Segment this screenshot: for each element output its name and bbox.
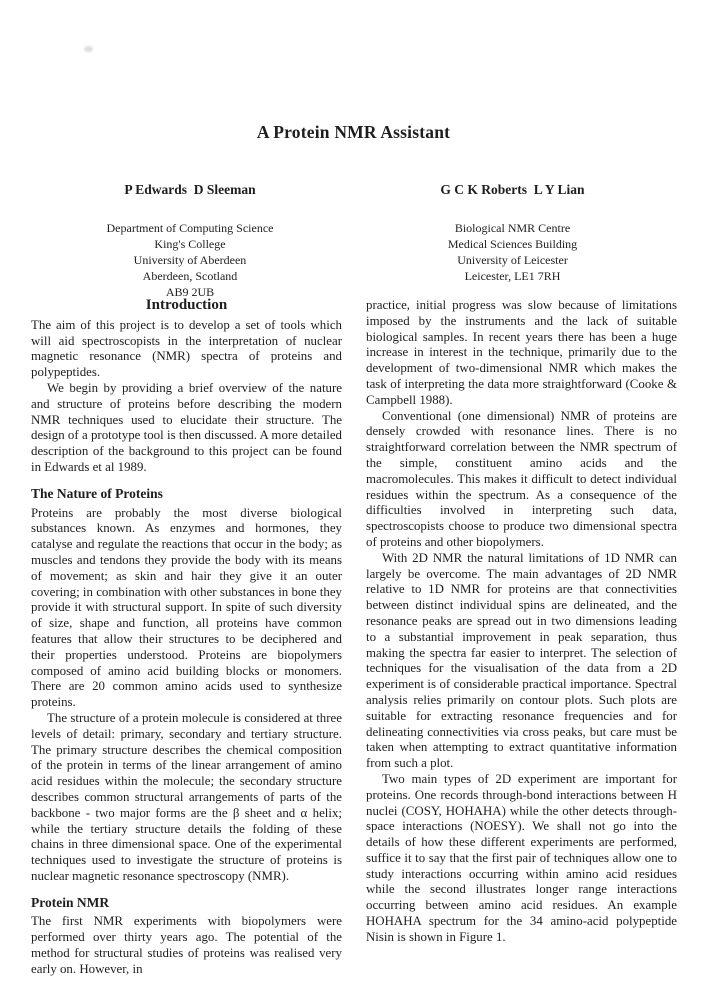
section-heading-protein-nmr: Protein NMR: [31, 894, 110, 910]
author-block-right: [370, 182, 655, 284]
affiliation-line: Biological NMR Centre: [454, 221, 571, 235]
right-paragraph-4: Two main types of 2D experiment are important for proteins. One records through-bond interactions between H nuclei (COSY, HOHAHA) while the other detects through-space interactions (NOESY). We shall not go into the details of how these different experiments are performed, suffice it to say that the first pair of techniques allow one to study interactions occurring within amino acid residues while the second illustrates longer range interactions occurring between amino acid residues. An example HOHAHA spectrum for the 34 amino-acid polypeptide Nisin is shown in Figure 1.: [366, 771, 677, 944]
author-names-left: P Edwards D Sleeman: [124, 182, 256, 197]
right-column: [366, 298, 677, 946]
scan-artifact: [84, 46, 93, 52]
affiliation-line: Medical Sciences Building: [447, 237, 578, 251]
affiliation-line: Department of Computing Science: [106, 221, 274, 235]
author-names-right: G C K Roberts L Y Lian: [440, 182, 585, 197]
affiliation-line: Leicester, LE1 7RH: [464, 269, 561, 283]
nature-paragraph-2: The structure of a protein molecule is considered at three levels of detail: primary, secondary and tertiary structure. The primary structure describes the chemical composition of the protein in terms of the linear arrangement of amino acid residues within the molecule; the secondary structure describes common structural arrangements of parts of the backbone - two major forms are the β sheet and α helix; while the tertiary structure details the folding of these chains in three dimensional space. One of the experimental techniques used to investigate the structure of proteins is nuclear magnetic resonance spectroscopy (NMR).: [31, 710, 342, 883]
affiliation-line: University of Leicester: [457, 253, 568, 267]
affiliation-line: University of Aberdeen: [133, 253, 247, 267]
right-paragraph-3: With 2D NMR the natural limitations of 1D NMR can largely be overcome. The main advantages of 2D NMR relative to 1D NMR for proteins are that connectivities between distinct individual spins are delineated, and the resonance peaks are spread out in two dimensions leading to a substantial improvement in peak separation, thus making the spectra far easier to interpret. The selection of techniques for the visualisation of the data from a 2D experiment is of considerable practical importance. Spectral analysis relies primarily on contour plots. Such plots are suitable for extracting resonance frequencies and for delineating connectivities via cross peaks, but care must be taken when attempting to extract quantitative information from such a plot.: [366, 550, 677, 771]
nature-paragraph-1: Proteins are probably the most diverse biological substances known. As enzymes and hormones, they catalyse and regulate the reactions that occur in the body; as muscles and tendons they provide the body with its means of movement; as skin and hair they give it an outer covering; in combination with other substances in bone they provide it with structural support. In spite of such diversity of size, shape and function, all proteins have common features that allow their structures to be deciphered and their properties understood. Proteins are biopolymers composed of amino acid building blocks or monomers. There are 20 common amino acids used to synthesize proteins.: [31, 505, 342, 710]
affiliation-right: [370, 220, 655, 284]
affiliation-line: King's College: [154, 237, 226, 251]
affiliation-line: AB9 2UB: [165, 285, 215, 299]
affiliation-line: Aberdeen, Scotland: [142, 269, 238, 283]
section-heading-nature-of-proteins: The Nature of Proteins: [31, 485, 163, 501]
protein-nmr-paragraph-1: The first NMR experiments with biopolymers were performed over thirty years ago. The potential of the method for structural studies of proteins was realised very early on. However, in: [31, 914, 342, 976]
section-heading-introduction: Introduction: [145, 297, 228, 313]
paper-title: A Protein NMR Assistant: [256, 122, 451, 142]
intro-paragraph-1: The aim of this project is to develop a set of tools which will aid spectroscopists in the interpretation of nuclear magnetic resonance (NMR) spectra of proteins and polypeptides.: [31, 317, 342, 380]
left-column: [31, 298, 342, 978]
right-paragraph-2: Conventional (one dimensional) NMR of proteins are densely crowded with resonance lines. There is no straightforward correlation between the NMR spectrum of the simple, constituent amino acids and the macromolecules. This makes it difficult to detect individual residues within the spectrum. As a consequence of the difficulties involved in interpreting such data, spectroscopists choose to produce two dimensional spectra of proteins and other biopolymers.: [366, 408, 677, 549]
affiliation-left: [40, 220, 340, 300]
right-paragraph-1: practice, initial progress was slow because of limitations imposed by the instruments and the lack of suitable biological samples. In recent years there has been a huge increase in interest in the technique, primarily due to the development of two-dimensional NMR which makes the task of interpreting the data more straightforward (Cooke & Campbell 1988).: [366, 298, 677, 407]
author-block-left: [40, 182, 340, 300]
intro-paragraph-2: We begin by providing a brief overview of the nature and structure of proteins before describing the modern NMR techniques used to elucidate their structure. The design of a prototype tool is then discussed. A more detailed description of the background to this project can be found in Edwards et al 1989.: [31, 380, 342, 474]
